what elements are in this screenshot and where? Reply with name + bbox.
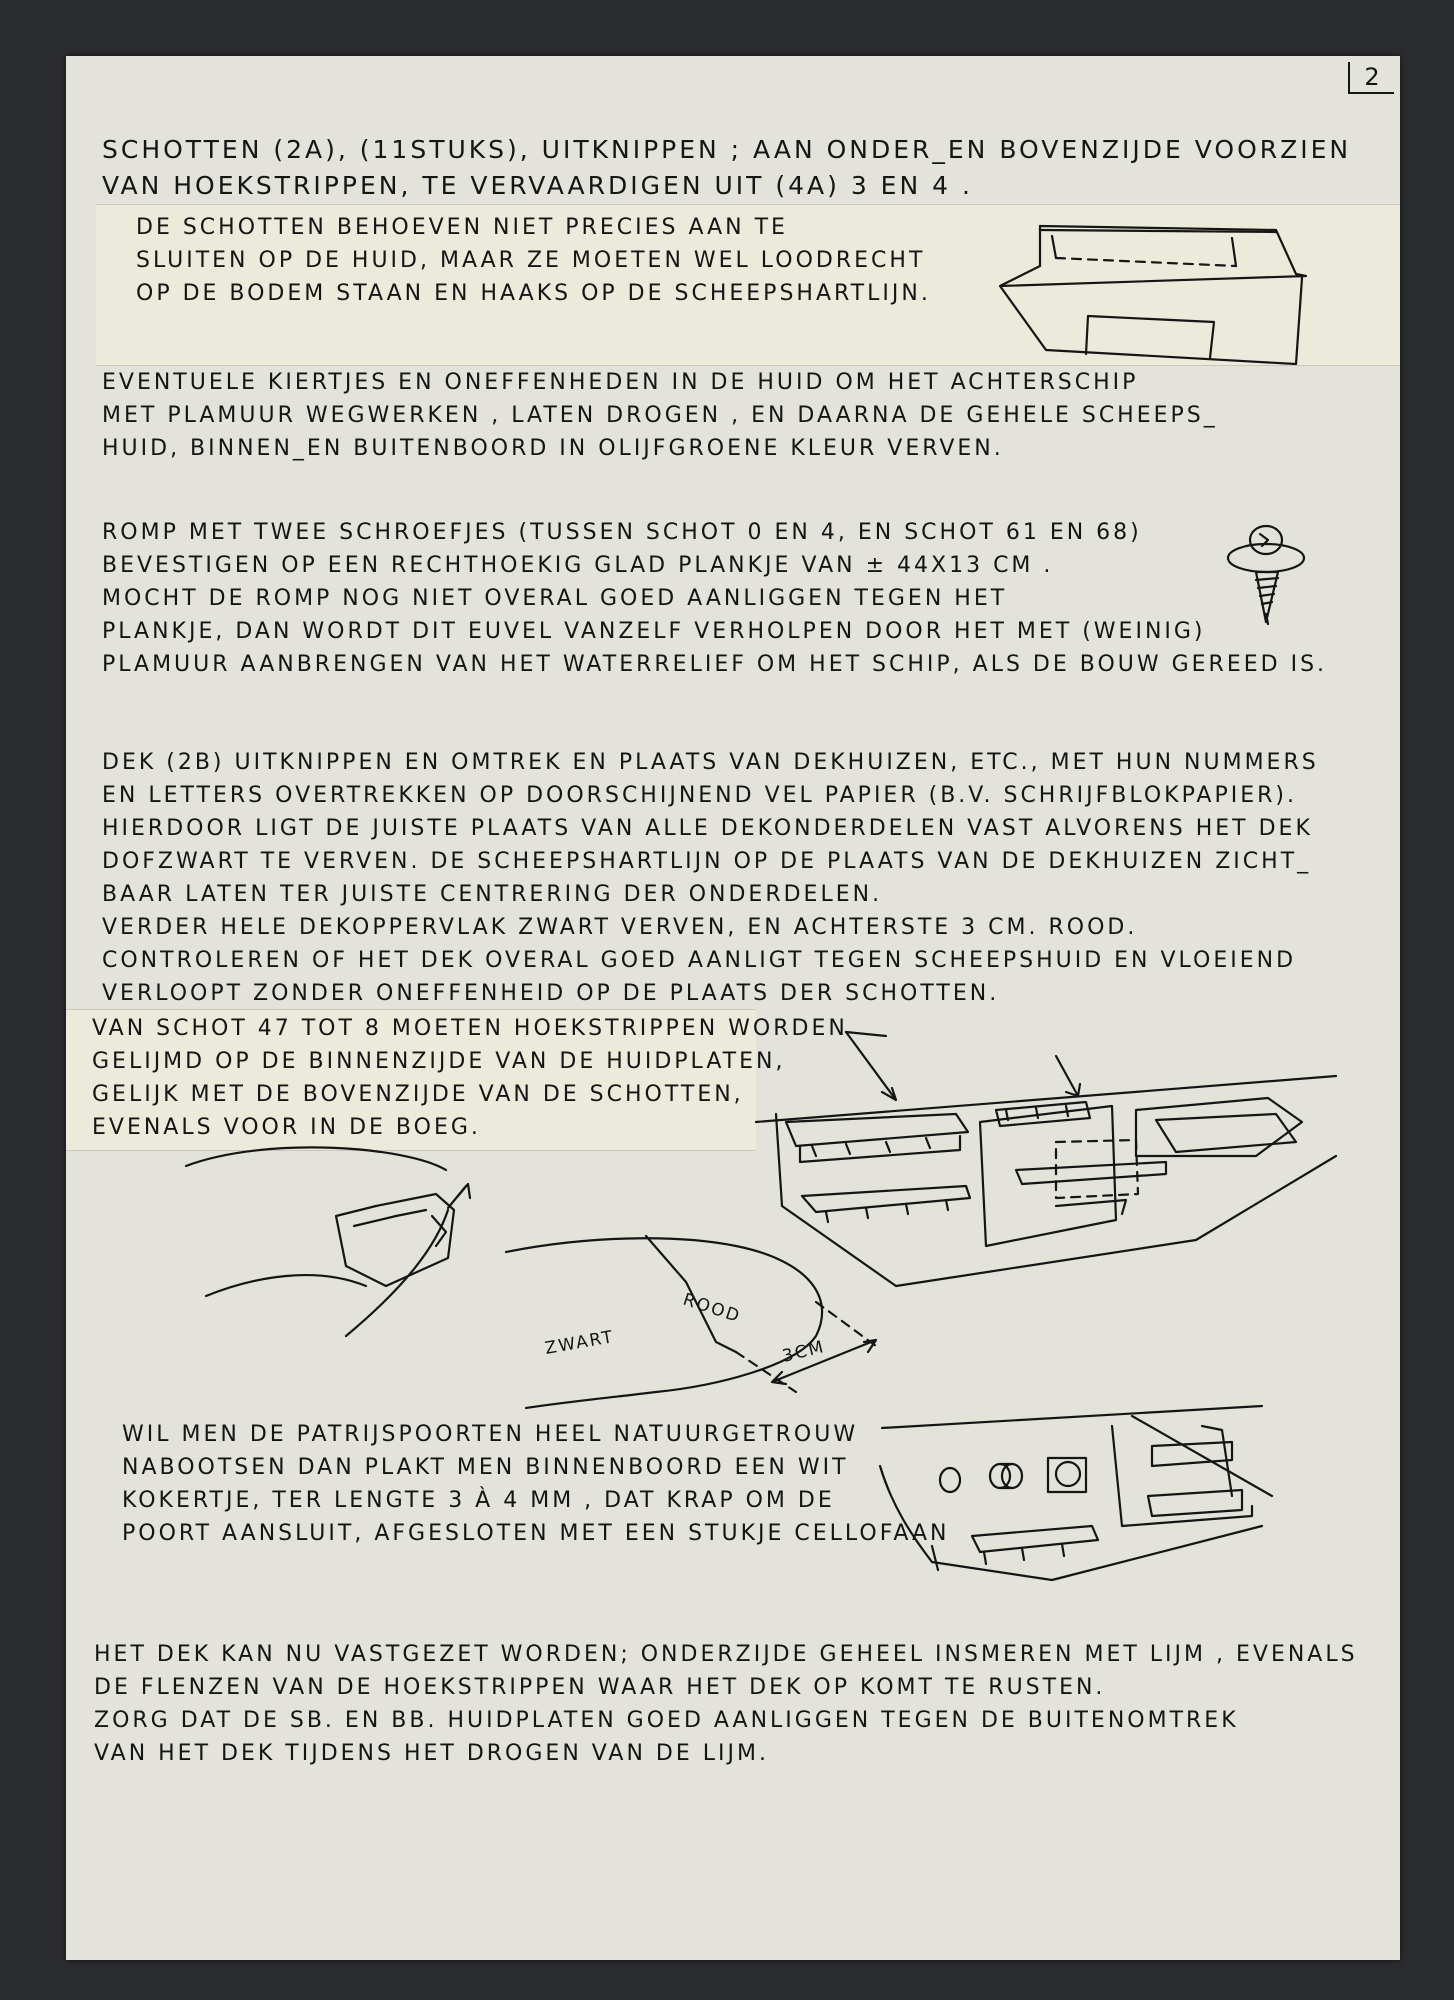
text-line: ROMP MET TWEE SCHROEFJES (TUSSEN SCHOT 0 EN 4, EN SCHOT 61 EN 68): [102, 520, 1142, 545]
text-line: WIL MEN DE PATRIJSPOORTEN HEEL NATUURGETROUW: [122, 1422, 859, 1447]
porthole-sketch: [872, 1386, 1302, 1586]
instruction-sheet: [66, 56, 1400, 1960]
label-zwart: ZWART: [543, 1327, 616, 1359]
bulkhead-sketch: [996, 218, 1346, 358]
text-line: GELIJMD OP DE BINNENZIJDE VAN DE HUIDPLATEN,: [92, 1049, 786, 1074]
text-line: SLUITEN OP DE HUID, MAAR ZE MOETEN WEL LOODRECHT: [136, 248, 926, 273]
text-line: MOCHT DE ROMP NOG NIET OVERAL GOED AANLIGGEN TEGEN HET: [102, 586, 1008, 611]
text-line: NABOOTSEN DAN PLAKT MEN BINNENBOORD EEN WIT: [122, 1455, 849, 1480]
text-line: SCHOTTEN (2A), (11STUKS), UITKNIPPEN ; AAN ONDER_EN BOVENZIJDE VOORZIEN: [102, 135, 1352, 164]
text-line: VERLOOPT ZONDER ONEFFENHEID OP DE PLAATS DER SCHOTTEN.: [102, 981, 1000, 1006]
screw-icon: [1226, 518, 1316, 630]
label-rood: ROOD: [680, 1289, 744, 1328]
text-line: BEVESTIGEN OP EEN RECHTHOEKIG GLAD PLANKJE VAN ± 44X13 CM .: [102, 553, 1054, 578]
text-line: CONTROLEREN OF HET DEK OVERAL GOED AANLIGT TEGEN SCHEEPSHUID EN VLOEIEND: [102, 948, 1297, 973]
text-line: EVENALS VOOR IN DE BOEG.: [92, 1115, 481, 1140]
text-line: GELIJK MET DE BOVENZIJDE VAN DE SCHOTTEN,: [92, 1082, 744, 1107]
text-line: BAAR LATEN TER JUISTE CENTRERING DER ONDERDELEN.: [102, 882, 883, 907]
bow-sketch: [186, 1136, 526, 1336]
page-number: 2: [1348, 62, 1394, 94]
text-line: KOKERTJE, TER LENGTE 3 À 4 MM , DAT KRAP OM DE: [122, 1488, 835, 1513]
text-line: DE SCHOTTEN BEHOEVEN NIET PRECIES AAN TE: [136, 215, 788, 240]
text-line: MET PLAMUUR WEGWERKEN , LATEN DROGEN , EN DAARNA DE GEHELE SCHEEPS_: [102, 403, 1218, 428]
text-line: PLANKJE, DAN WORDT DIT EUVEL VANZELF VERHOLPEN DOOR HET MET (WEINIG): [102, 619, 1206, 644]
text-line: EVENTUELE KIERTJES EN ONEFFENHEDEN IN DE HUID OM HET ACHTERSCHIP: [102, 370, 1139, 395]
text-line: POORT AANSLUIT, AFGESLOTEN MET EEN STUKJE CELLOFAAN: [122, 1521, 950, 1546]
text-line: HUID, BINNEN_EN BUITENBOORD IN OLIJFGROENE KLEUR VERVEN.: [102, 436, 1004, 461]
label-3cm: 3CM: [780, 1336, 828, 1367]
text-line: VERDER HELE DEKOPPERVLAK ZWART VERVEN, EN ACHTERSTE 3 CM. ROOD.: [102, 915, 1138, 940]
text-line: DEK (2B) UITKNIPPEN EN OMTREK EN PLAATS VAN DEKHUIZEN, ETC., MET HUN NUMMERS: [102, 750, 1319, 775]
text-line: EN LETTERS OVERTREKKEN OP DOORSCHIJNEND VEL PAPIER (B.V. SCHRIJFBLOKPAPIER).: [102, 783, 1298, 808]
text-line: DE FLENZEN VAN DE HOEKSTRIPPEN WAAR HET DEK OP KOMT TE RUSTEN.: [94, 1675, 1106, 1700]
text-line: OP DE BODEM STAAN EN HAAKS OP DE SCHEEPSHARTLIJN.: [136, 281, 931, 306]
text-line: HIERDOOR LIGT DE JUISTE PLAATS VAN ALLE DEKONDERDELEN VAST ALVORENS HET DEK: [102, 816, 1313, 841]
text-line: DOFZWART TE VERVEN. DE SCHEEPSHARTLIJN OP DE PLAATS VAN DE DEKHUIZEN ZICHT_: [102, 849, 1312, 874]
text-line: HET DEK KAN NU VASTGEZET WORDEN; ONDERZIJDE GEHEEL INSMEREN MET LIJM , EVENALS: [94, 1642, 1358, 1667]
text-line: VAN HET DEK TIJDENS HET DROGEN VAN DE LIJM.: [94, 1741, 769, 1766]
text-line: VAN HOEKSTRIPPEN, TE VERVAARDIGEN UIT (4A) 3 EN 4 .: [102, 171, 973, 200]
text-line: VAN SCHOT 47 TOT 8 MOETEN HOEKSTRIPPEN WORDEN: [92, 1016, 848, 1041]
text-line: PLAMUUR AANBRENGEN VAN HET WATERRELIEF OM HET SCHIP, ALS DE BOUW GEREED IS.: [102, 652, 1328, 677]
text-line: ZORG DAT DE SB. EN BB. HUIDPLATEN GOED AANLIGGEN TEGEN DE BUITENOMTREK: [94, 1708, 1239, 1733]
